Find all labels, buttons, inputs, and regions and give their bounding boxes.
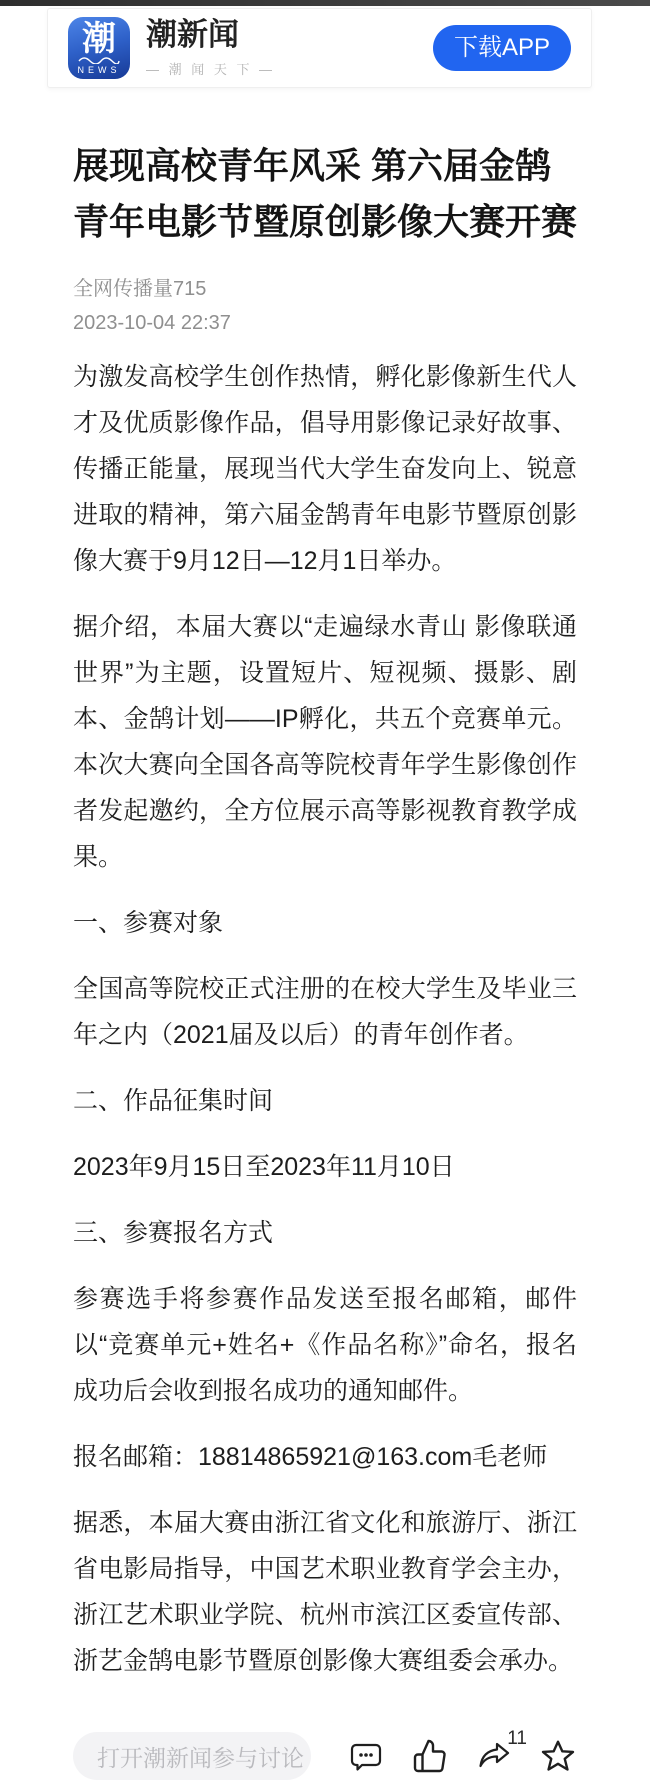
like-icon[interactable] [411,1737,449,1775]
article-paragraph: 为激发高校学生创作热情，孵化影像新生代人才及优质影像作品，倡导用影像记录好故事、传播正能量，展现当代大学生奋发向上、锐意进取的精神，第六届金鹄青年电影节暨原创影像大赛于9月12日—12月1日举办。 [73,363,577,575]
toolbar-actions [347,1728,577,1775]
app-title-block [146,18,275,77]
article-paragraph: 据悉，本届大赛由浙江省文化和旅游厅、浙江省电影局指导，中国艺术职业教育学会主办，浙江艺术职业学院、杭州市滨江区委宣传部、浙艺金鹄电影节暨原创影像大赛组委会承办。 [73,1509,577,1675]
article-paragraph: 据介绍，本届大赛以“走遍绿水青山 影像联通世界”为主题，设置短片、短视频、摄影、剧本、金鹄计划——IP孵化，共五个竞赛单元。本次大赛向全国各高等院校青年学生影像创作者发起邀约，全方位展示高等影视教育教学成果。 [73,613,577,871]
bottom-toolbar [0,1728,650,1792]
star-icon[interactable] [539,1737,577,1775]
app-tagline: — 潮 闻 天 下 — [146,61,276,77]
article-paragraph: 一、参赛对象 [73,909,224,937]
article-paragraph: 全国高等院校正式注册的在校大学生及毕业三年之内（2021届及以后）的青年创作者。 [73,975,577,1049]
share-count-badge: 11 [507,1728,527,1749]
article-paragraph: 三、参赛报名方式 [73,1219,274,1247]
logo-character: 潮 [82,19,116,59]
app-name: 潮新闻 [146,17,239,53]
download-app-button[interactable]: 下载APP [433,25,571,71]
article [73,88,577,1704]
spread-stat: 全网传播量715 [73,278,207,300]
article-paragraph: 二、作品征集时间 [73,1087,274,1115]
article-title: 展现高校青年风采 第六届金鹄青年电影节暨原创影像大赛开赛 [73,145,578,242]
logo-news-label: NEWS [77,65,121,75]
comment-input[interactable] [73,1732,311,1780]
logo-wave-icon [77,56,121,64]
status-bar-strip [0,0,650,6]
article-meta [73,272,577,340]
article-paragraph: 2023年9月15日至2023年11月10日 [73,1153,455,1181]
publish-time: 2023-10-04 22:37 [73,312,231,334]
comment-input-placeholder: 打开潮新闻参与讨论 [97,1744,304,1771]
article-paragraph: 报名邮箱：18814865921@163.com毛老师 [73,1443,548,1471]
comment-icon[interactable] [347,1737,385,1775]
article-paragraph: 参赛选手将参赛作品发送至报名邮箱，邮件以“竞赛单元+姓名+《作品名称》”命名，报名成功后会收到报名成功的通知邮件。 [73,1285,577,1405]
app-logo-icon [68,17,130,79]
share-icon[interactable] [475,1728,527,1775]
article-body [73,354,577,1684]
app-header [47,8,592,88]
